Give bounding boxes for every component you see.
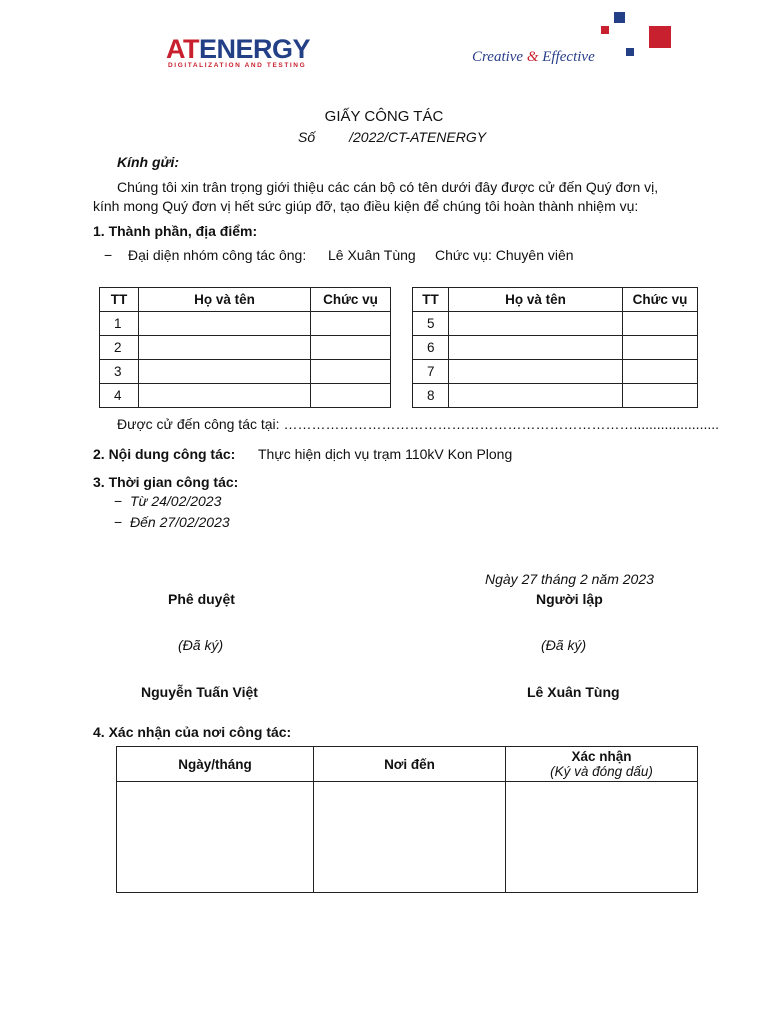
greeting: Kính gửi: [117,154,180,170]
col-tt: TT [100,288,139,312]
col-name: Họ và tên [449,288,623,312]
table-row: 6 [413,336,698,360]
signed-left: (Đã ký) [178,637,224,653]
col-role: Chức vụ [623,288,698,312]
table-row: 1 [100,312,391,336]
section-3-heading: 3. Thời gian công tác: [93,474,239,490]
col-role: Chức vụ [311,288,391,312]
approve-label: Phê duyệt [168,591,235,607]
confirmation-table [116,746,698,893]
rep-label: Đại diện nhóm công tác ông: [128,247,307,263]
time-to: Đến 27/02/2023 [130,514,230,530]
col-confirm: Xác nhận (Ký và đóng dấu) [506,747,698,782]
table-row [117,782,698,893]
members-table-left [99,287,391,408]
creator-name: Lê Xuân Tùng [527,684,620,700]
rep-dash: − [104,247,113,263]
section-2-heading: 2. Nội dung công tác: [93,446,236,462]
slogan: Creative & Effective [472,49,595,65]
logo-tagline: DIGITALIZATION AND TESTING [168,62,307,69]
time-dash: − [114,514,123,530]
section-2-value: Thực hiện dịch vụ trạm 110kV Kon Plong [258,446,513,462]
col-place: Nơi đến [314,747,506,782]
creator-label: Người lập [536,591,603,607]
table-row: 2 [100,336,391,360]
doc-title: GIẤY CÔNG TÁC [324,108,444,125]
rep-role: Chức vụ: Chuyên viên [435,247,574,263]
table-row: 7 [413,360,698,384]
time-dash: − [114,493,123,509]
col-name: Họ và tên [139,288,311,312]
approver-name: Nguyễn Tuấn Việt [141,684,258,700]
destination-line: Được cử đến công tác tại: …………………………………………………………………...................... [117,416,720,432]
doc-number: Số /2022/CT-ATENERGY [298,129,487,145]
section-4-heading: 4. Xác nhận của nơi công tác: [93,724,292,740]
date-line: Ngày 27 tháng 2 năm 2023 [485,571,654,587]
company-logo: ATENERGY [166,34,311,64]
col-date: Ngày/tháng [117,747,314,782]
time-from: Từ 24/02/2023 [130,493,222,509]
section-1-heading: 1. Thành phần, địa điểm: [93,223,258,239]
rep-name: Lê Xuân Tùng [328,247,416,263]
table-row: 3 [100,360,391,384]
table-row: 4 [100,384,391,408]
members-table-right [412,287,698,408]
signed-right: (Đã ký) [541,637,587,653]
intro-line-1: Chúng tôi xin trân trọng giới thiệu các cán bộ có tên dưới đây được cử đến Quý đơn vị, [117,179,659,195]
table-row: 5 [413,312,698,336]
col-tt: TT [413,288,449,312]
intro-line-2: kính mong Quý đơn vị hết sức giúp đỡ, tạo điều kiện để chúng tôi hoàn thành nhiệm vụ: [93,198,639,214]
table-row: 8 [413,384,698,408]
